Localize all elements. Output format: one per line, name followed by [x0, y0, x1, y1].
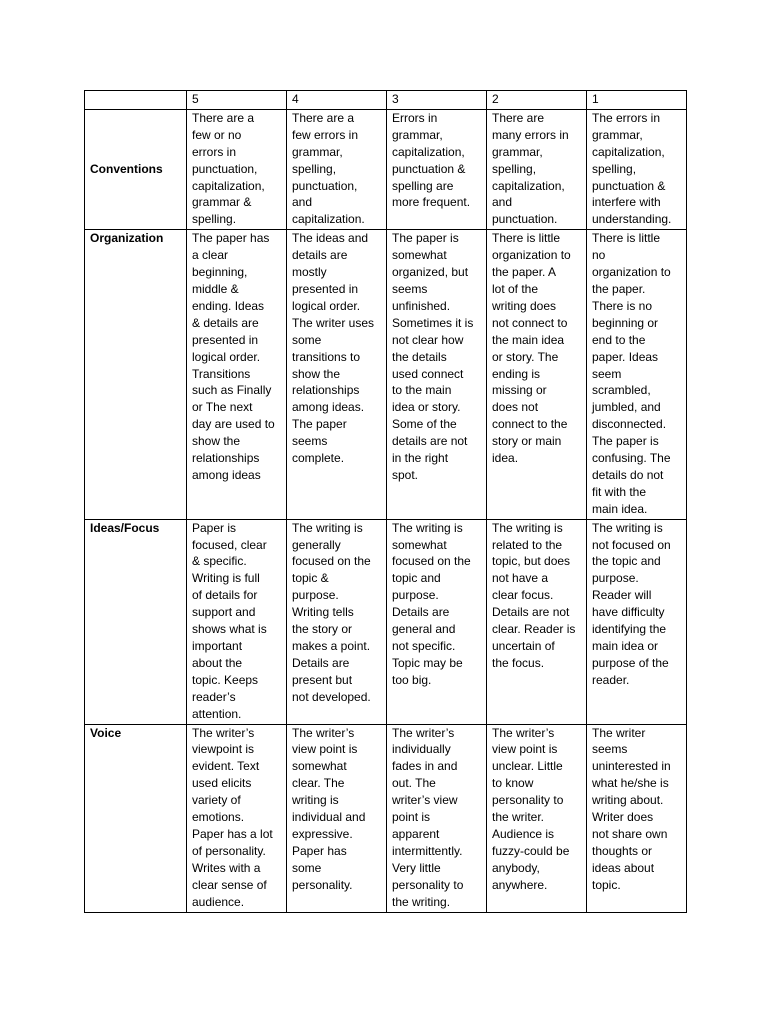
criterion-label: Voice [85, 724, 187, 912]
rubric-cell: There are a few errors in grammar, spelling, punctuation, and capitalization. [287, 109, 387, 229]
rubric-cell: Paper is focused, clear & specific. Writing is full of details for support and shows what is important about the topic. Keeps reader’s attention. [187, 519, 287, 724]
score-header-1: 1 [587, 91, 687, 110]
rubric-cell: The writer’s view point is somewhat clear. The writing is individual and expressive. Paper has some personality. [287, 724, 387, 912]
score-header-5: 5 [187, 91, 287, 110]
rubric-cell: The writer’s viewpoint is evident. Text used elicits variety of emotions. Paper has a lot of personality. Writes with a clear sense of audience. [187, 724, 287, 912]
rubric-row-voice [85, 724, 687, 912]
rubric-cell: The errors in grammar, capitalization, spelling, punctuation & interfere with understanding. [587, 109, 687, 229]
rubric-row-conventions [85, 109, 687, 229]
header-blank-cell [85, 91, 187, 110]
score-header-4: 4 [287, 91, 387, 110]
rubric-cell: The writer’s view point is unclear. Little to know personality to the writer. Audience is fuzzy-could be anybody, anywhere. [487, 724, 587, 912]
rubric-cell: Errors in grammar, capitalization, punctuation & spelling are more frequent. [387, 109, 487, 229]
score-header-3: 3 [387, 91, 487, 110]
rubric-cell: The paper is somewhat organized, but seems unfinished. Sometimes it is not clear how the details used connect to the main idea or story. Some of the details are not in the right spot. [387, 230, 487, 519]
rubric-cell: The writing is somewhat focused on the topic and purpose. Details are general and not specific. Topic may be too big. [387, 519, 487, 724]
rubric-cell: The writing is not focused on the topic and purpose. Reader will have difficulty identifying the main idea or purpose of the reader. [587, 519, 687, 724]
rubric-cell: The writing is generally focused on the topic & purpose. Writing tells the story or makes a point. Details are present but not developed. [287, 519, 387, 724]
rubric-cell: There is little organization to the paper. A lot of the writing does not connect to the main idea or story. The ending is missing or does not connect to the story or main idea. [487, 230, 587, 519]
criterion-label: Conventions [85, 109, 187, 229]
header-row [85, 91, 687, 110]
rubric-table [84, 90, 687, 913]
rubric-cell: The paper has a clear beginning, middle & ending. Ideas & details are presented in logical order. Transitions such as Finally or The next day are used to show the relationships among ideas [187, 230, 287, 519]
rubric-cell: The writing is related to the topic, but does not have a clear focus. Details are not clear. Reader is uncertain of the focus. [487, 519, 587, 724]
criterion-label: Ideas/Focus [85, 519, 187, 724]
rubric-cell: The writer seems uninterested in what he/she is writing about. Writer does not share own thoughts or ideas about topic. [587, 724, 687, 912]
rubric-cell: There are many errors in grammar, spelling, capitalization, and punctuation. [487, 109, 587, 229]
score-header-2: 2 [487, 91, 587, 110]
rubric-row-organization [85, 230, 687, 519]
rubric-cell: There are a few or no errors in punctuation, capitalization, grammar & spelling. [187, 109, 287, 229]
rubric-row-ideas-focus [85, 519, 687, 724]
rubric-cell: The ideas and details are mostly presented in logical order. The writer uses some transitions to show the relationships among ideas. The paper seems complete. [287, 230, 387, 519]
rubric-cell: The writer’s individually fades in and out. The writer’s view point is apparent intermittently. Very little personality to the writing. [387, 724, 487, 912]
rubric-cell: There is little no organization to the paper. There is no beginning or end to the paper. Ideas seem scrambled, jumbled, and disconnected. The paper is confusing. The details do not fit with the main idea. [587, 230, 687, 519]
criterion-label: Organization [85, 230, 187, 519]
